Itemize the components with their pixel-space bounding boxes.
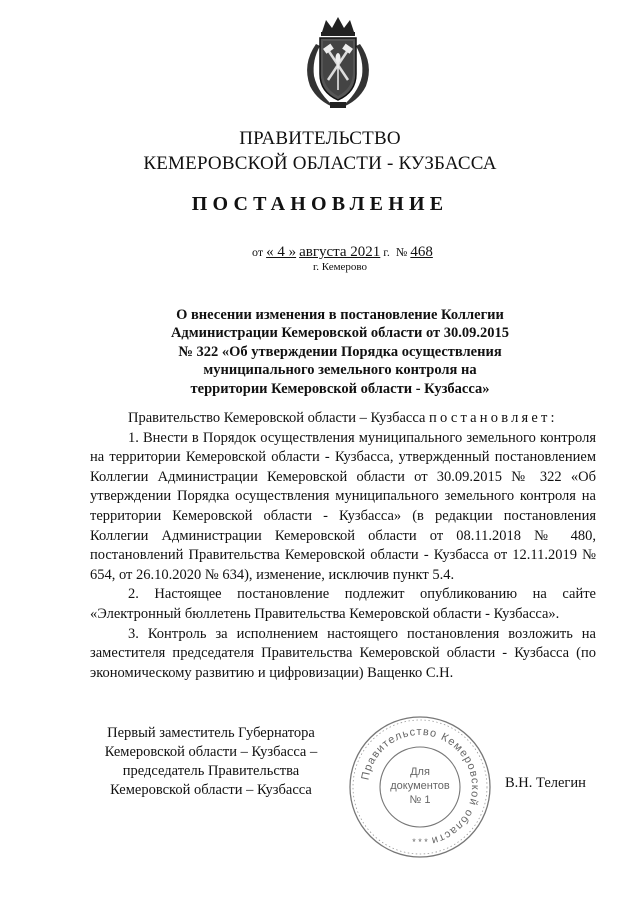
signer-name: В.Н. Телегин [505,775,586,791]
coat-of-arms-icon [296,14,380,114]
intro-text: Правительство Кемеровской области – Кузбасса [128,410,426,426]
document-body [90,409,596,683]
document-subject [120,306,560,398]
signer-title-line: председатель Правительства [122,763,300,779]
paragraph-3: 3. Контроль за исполнением настоящего постановления возложить на заместителя председателя Правительства Кемеровской области - Кузбасса (по экономическому развитию и цифровизации) Ващенко С.Н. [90,625,596,681]
intro-paragraph [90,409,596,429]
seal-stars: * * * [412,837,428,847]
seal-ring-text: Правительство Кемеровской области [359,725,482,847]
document-number: 468 [410,244,433,260]
seal-center-line2: документов [390,780,450,792]
date-day: « 4 » [266,244,297,260]
seal-center-line3: № 1 [409,794,431,806]
dateline [252,244,433,261]
intro-verb: постановляет: [429,410,558,426]
paragraph-1: 1. Внести в Порядок осуществления муниципального земельного контроля на территории Кемеровской области - Кузбасса, утвержденный постановлением Коллегии Администрации Кемеровской области от 30.09.2015 № 322 «Об утверждении Порядка осуществления муниципального земельного контроля на территории Кемеровской области - Кузбасса» (в редакции постановления Коллегии Администрации Кемеровской области от 08.11.2018 № 480, постановлений Правительства Кемеровской области - Кузбасса от 12.11.2019 № 654, от 26.10.2020 № 634), изменение, исключив пункт 5.4. [90,429,596,583]
government-title-line1: ПРАВИТЕЛЬСТВО [239,128,401,149]
paragraph-2: 2. Настоящее постановление подлежит опубликованию на сайте «Электронный бюллетень Правительства Кемеровской области - Кузбасса». [90,586,596,622]
signer-title-line: Первый заместитель Губернатора [107,725,315,741]
number-sign: № [395,245,408,259]
official-seal [346,713,494,861]
city: г. Кемерово [313,261,368,273]
government-title-line2: КЕМЕРОВСКОЙ ОБЛАСТИ - КУЗБАССА [143,153,497,174]
signer-title-line: Кемеровской области – Кузбасса – [104,744,318,760]
date-month-year: августа 2021 [299,244,381,260]
subject-line: О внесении изменения в постановление Коллегии [176,307,504,323]
seal-center-line1: Для [410,766,430,778]
subject-line: № 322 «Об утверждении Порядка осуществления [178,343,502,360]
subject-line: муниципального земельного контроля на [203,362,477,379]
subject-line: Администрации Кемеровской области от 30.09.2015 [170,325,510,342]
signer-title-line: Кемеровской области – Кузбасса [110,782,312,798]
date-prefix: от [252,245,264,259]
subject-line: территории Кемеровской области - Кузбасса» [190,380,490,397]
signer-title [80,724,342,800]
document-type-title: ПОСТАНОВЛЕНИЕ [191,193,449,215]
date-year-suffix: г. [383,245,390,259]
